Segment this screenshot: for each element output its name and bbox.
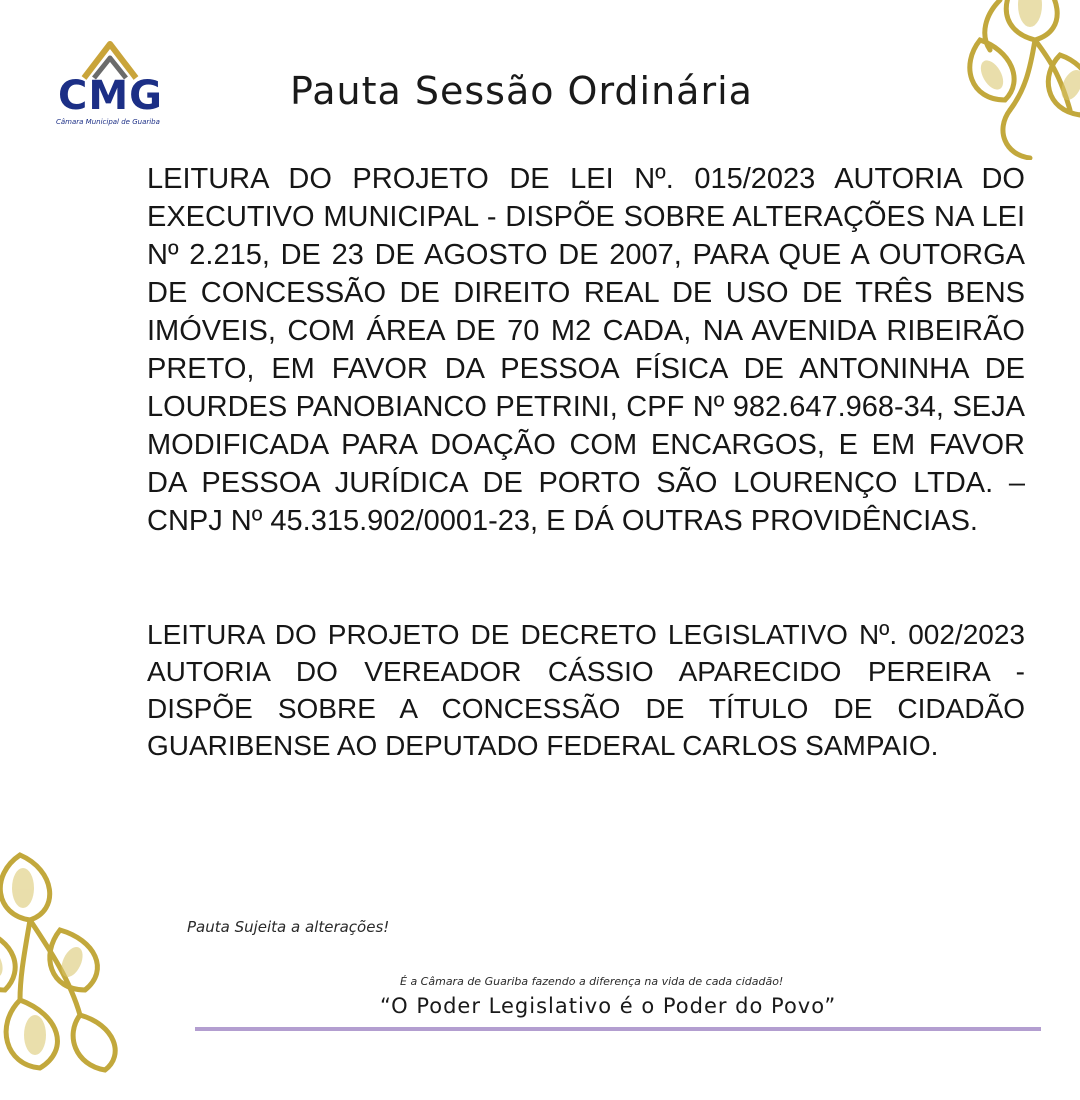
logo-caption: Câmara Municipal de Guariba xyxy=(56,118,160,126)
footer-divider xyxy=(195,1027,1041,1031)
leaf-ornament-bottom-left xyxy=(0,840,135,1100)
leaf-ornament-top-right xyxy=(940,0,1080,160)
motto: “O Poder Legislativo é o Poder do Povo” xyxy=(380,994,837,1018)
logo-letters: CMG xyxy=(58,73,163,119)
slogan: É a Câmara de Guariba fazendo a diferença na vida de cada cidadão! xyxy=(400,975,784,988)
agenda-item-1: LEITURA DO PROJETO DE LEI Nº. 015/2023 AUTORIA DO EXECUTIVO MUNICIPAL - DISPÕE SOBRE ALTERAÇÕES NA LEI Nº 2.215, DE 23 DE AGOSTO DE 2007, PARA QUE A OUTORGA DE CONCESSÃO DE DIREITO REAL DE USO DE TRÊS BENS IMÓVEIS, COM ÁREA DE 70 M2 CADA, NA AVENIDA RIBEIRÃO PRETO, EM FAVOR DA PESSOA FÍSICA DE ANTONINHA DE LOURDES PANOBIANCO PETRINI, CPF Nº 982.647.968-34, SEJA MODIFICADA PARA DOAÇÃO COM ENCARGOS, E EM FAVOR DA PESSOA JURÍDICA DE PORTO SÃO LOURENÇO LTDA. – CNPJ Nº 45.315.902/0001-23, E DÁ OUTRAS PROVIDÊNCIAS. xyxy=(147,163,1025,537)
agenda-notice: Pauta Sujeita a alterações! xyxy=(187,918,390,936)
cmg-logo xyxy=(52,38,172,124)
agenda-item-2: LEITURA DO PROJETO DE DECRETO LEGISLATIVO Nº. 002/2023 AUTORIA DO VEREADOR CÁSSIO APARECIDO PEREIRA - DISPÕE SOBRE A CONCESSÃO DE TÍTULO DE CIDADÃO GUARIBENSE AO DEPUTADO FEDERAL CARLOS SAMPAIO. xyxy=(147,619,1025,761)
page-title: Pauta Sessão Ordinária xyxy=(290,69,753,113)
